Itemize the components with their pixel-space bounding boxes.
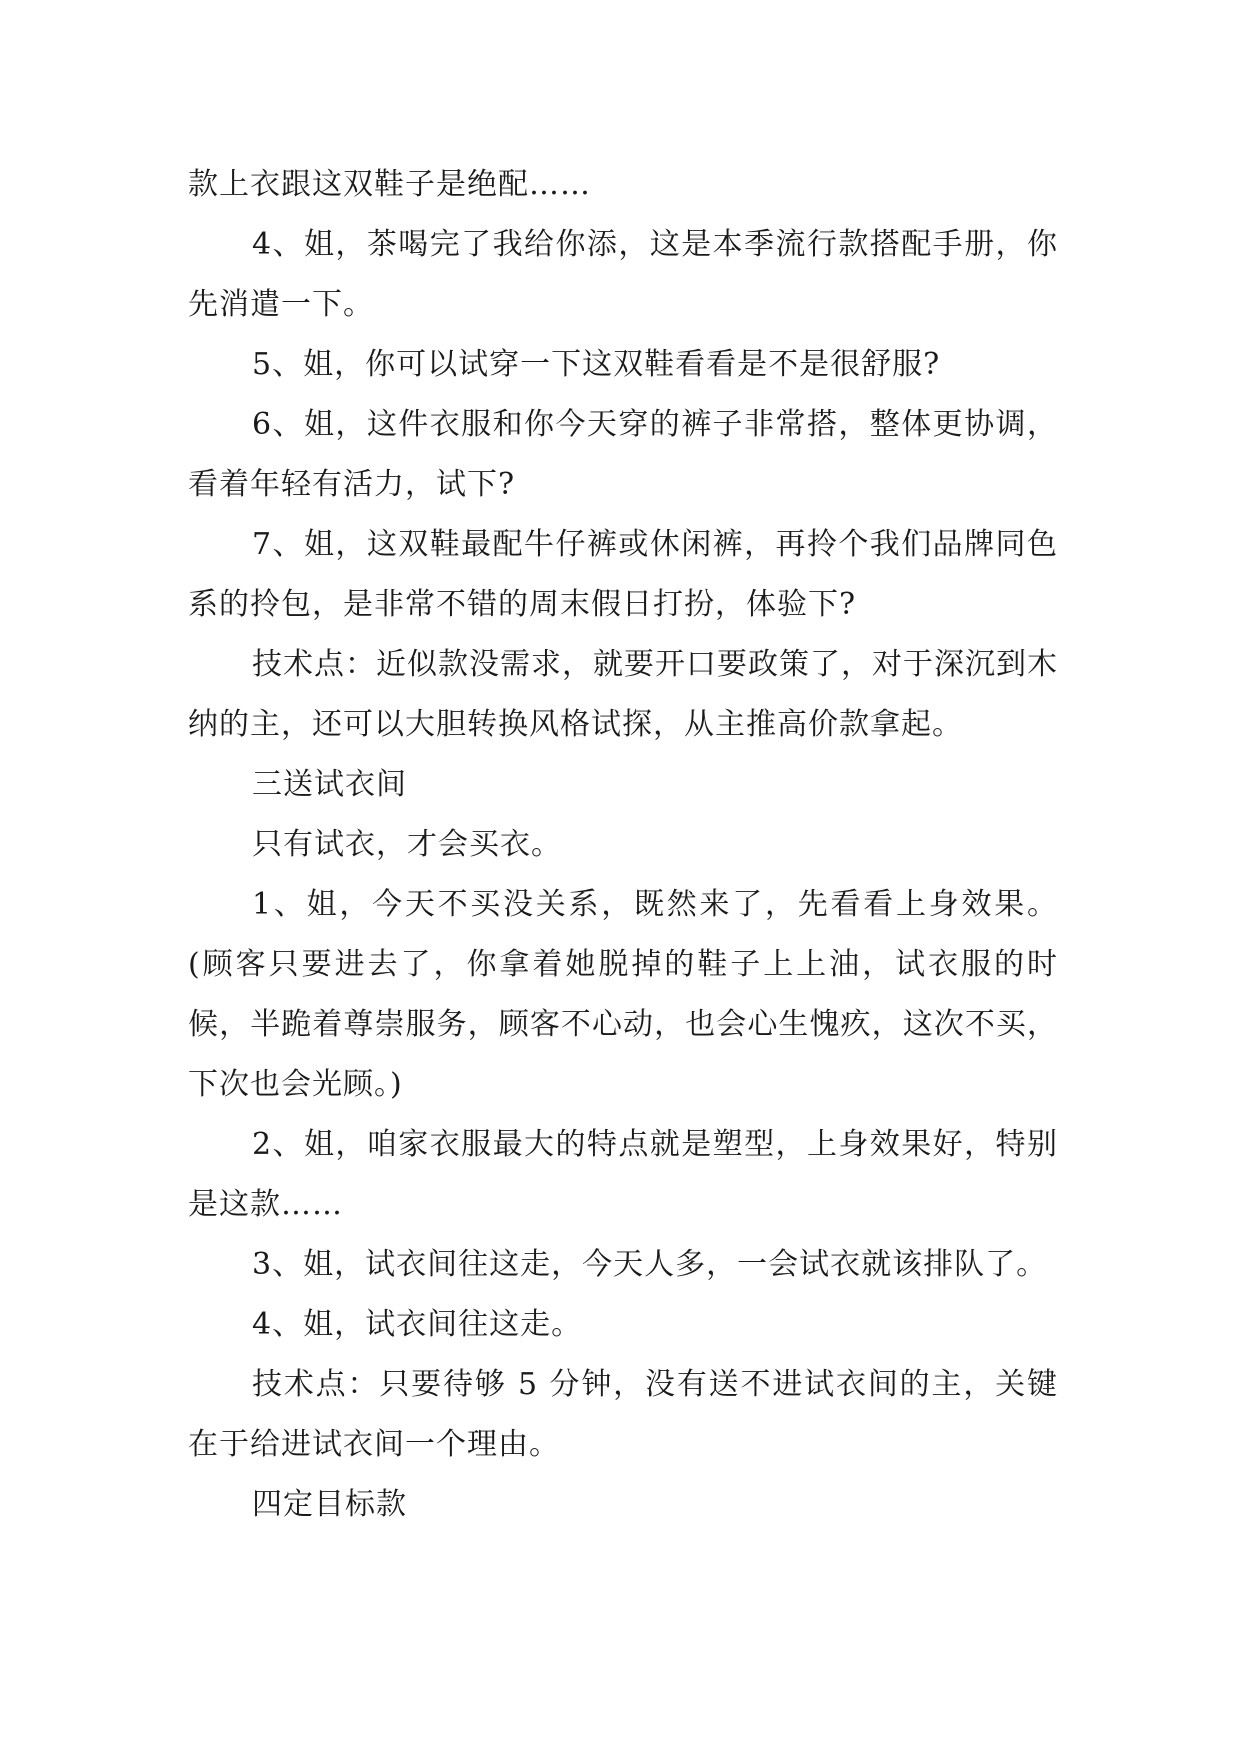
paragraph: 只有试衣，才会买衣。 bbox=[252, 827, 562, 862]
paragraph: 7、姐，这双鞋最配牛仔裤或休闲裤，再拎个我们品牌同色系的拎包，是非常不错的周末假日打扮，体验下? bbox=[188, 527, 1058, 622]
section-heading: 三送试衣间 bbox=[252, 767, 407, 802]
document-page bbox=[188, 155, 1058, 1535]
section-heading: 四定目标款 bbox=[252, 1487, 407, 1522]
paragraph: 4、姐，茶喝完了我给你添，这是本季流行款搭配手册，你先消遣一下。 bbox=[188, 227, 1058, 322]
paragraph: 4、姐，试衣间往这走。 bbox=[252, 1307, 583, 1342]
paragraph: 2、姐，咱家衣服最大的特点就是塑型，上身效果好，特别是这款…… bbox=[188, 1127, 1058, 1222]
paragraph: 款上衣跟这双鞋子是绝配…… bbox=[188, 167, 591, 202]
paragraph: 6、姐，这件衣服和你今天穿的裤子非常搭，整体更协调，看着年轻有活力，试下? bbox=[188, 407, 1058, 502]
paragraph: 技术点：只要待够 5 分钟，没有送不进试衣间的主，关键在于给进试衣间一个理由。 bbox=[188, 1367, 1058, 1462]
paragraph: 5、姐，你可以试穿一下这双鞋看看是不是很舒服? bbox=[252, 347, 941, 382]
paragraph: 3、姐，试衣间往这走，今天人多，一会试衣就该排队了。 bbox=[252, 1247, 1048, 1282]
paragraph: 技术点：近似款没需求，就要开口要政策了，对于深沉到木纳的主，还可以大胆转换风格试探，从主推高价款拿起。 bbox=[188, 647, 1058, 742]
paragraph: 1、姐，今天不买没关系，既然来了，先看看上身效果。(顾客只要进去了，你拿着她脱掉的鞋子上上油，试衣服的时候，半跪着尊崇服务，顾客不心动，也会心生愧疚，这次不买，下次也会光顾。) bbox=[188, 887, 1058, 1102]
